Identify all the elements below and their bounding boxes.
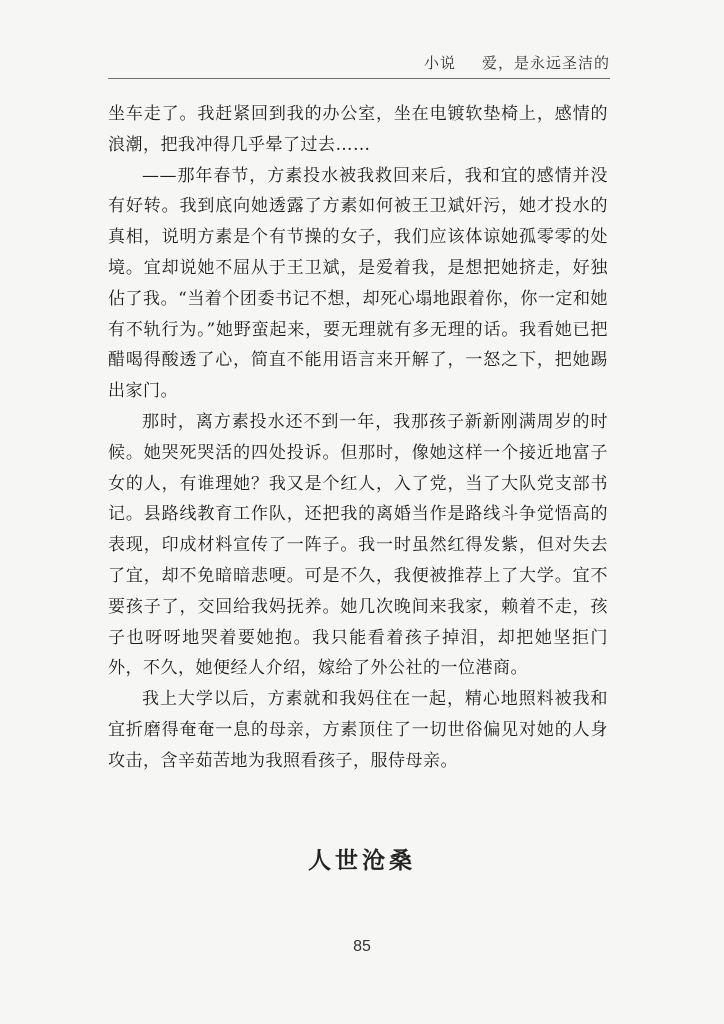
paragraph: 我上大学以后，方素就和我妈住在一起，精心地照料被我和宜折磨得奄奄一息的母亲，方素顶住了一切世俗偏见对她的人身攻击，含辛茹苦地为我照看孩子，服侍母亲。: [108, 689, 608, 771]
page-number: 85: [353, 938, 371, 955]
section-heading: 人世沧桑: [308, 847, 416, 874]
body-text: [108, 99, 608, 777]
paragraph: 那时，离方素投水还不到一年，我那孩子新新刚满周岁的时候。她哭死哭活的四处投诉。但那时，像她这样一个接近地富子女的人，有谁理她？我又是个红人，入了党，当了大队党支部书记。县路线教育工作队，还把我的离婚当作是路线斗争觉悟高的表现，印成材料宣传了一阵子。我一时虽然红得发紫，但对失去了宜，却不免暗暗悲哽。可是不久，我便被推荐上了大学。宜不要孩子了，交回给我妈抚养。她几次晚间来我家，赖着不走，孩子也呀呀地哭着要她抱。我只能看着孩子掉泪，却把她坚拒门外，不久，她便经人介绍，嫁给了外公社的一位港商。: [108, 411, 608, 679]
paragraph: ——那年春节，方素投水被我救回来后，我和宜的感情并没有好转。我到底向她透露了方素如何被王卫斌奸污，她才投水的真相，说明方素是个有节操的女子，我们应该体谅她孤零零的处境。宜却说她不屈从于王卫斌，是爱着我，是想把她挤走，好独佔了我。“当着个团委书记不想，却死心塌地跟着你，你一定和她有不轨行为。”她野蛮起来，要无理就有多无理的话。我看她已把醋喝得酸透了心，简直不能用语言来开解了，一怒之下，把她踢出家门。: [108, 165, 608, 402]
paragraph-continuation: 坐车走了。我赶紧回到我的办公室，坐在电镀软垫椅上，感情的浪潮，把我冲得几乎晕了过去……: [108, 104, 608, 155]
header-section-label: 小说: [423, 54, 456, 72]
header-chapter-title: 爱，是永远圣洁的: [481, 54, 610, 72]
running-header: [108, 52, 610, 79]
